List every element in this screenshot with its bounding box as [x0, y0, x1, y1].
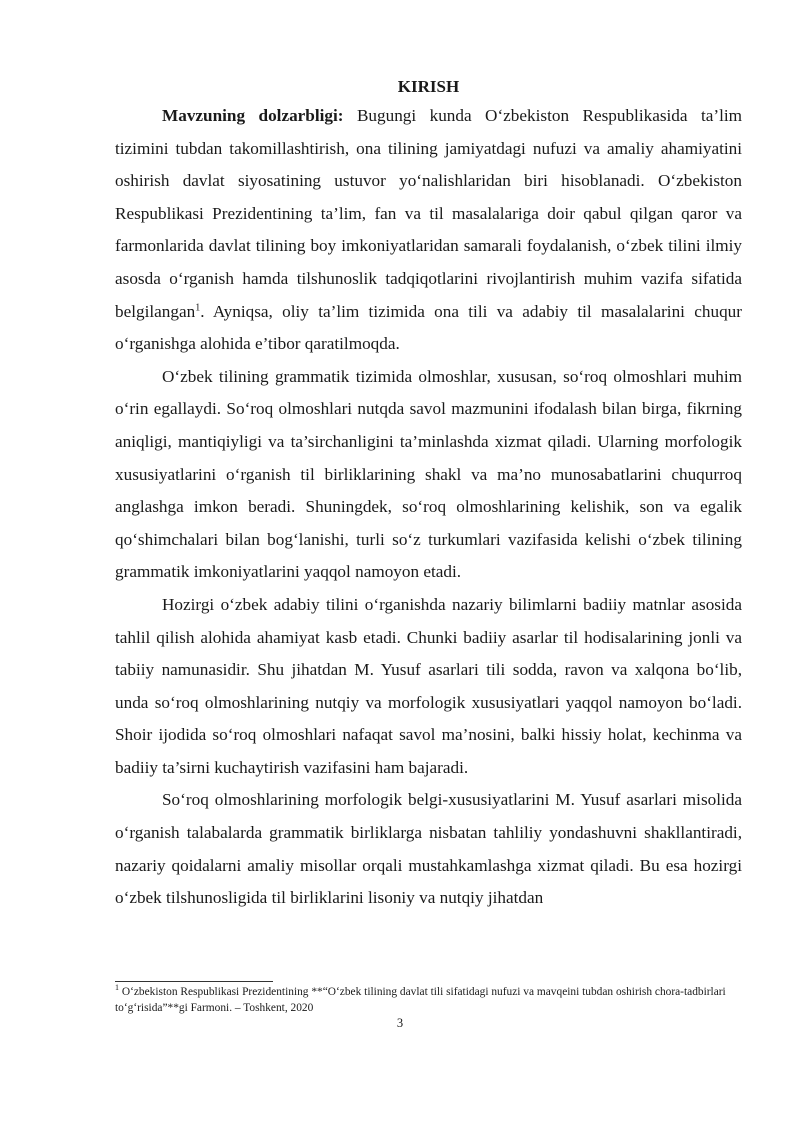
paragraph-relevance: [115, 100, 742, 361]
footnote: [115, 984, 742, 1016]
footnote-separator: [115, 981, 273, 982]
footnote-marker: 1: [115, 983, 119, 993]
footnote-text: O‘zbekiston Respublikasi Prezidentining **“O‘zbek tilining davlat tili sifatidagi nufuzi va mavqeini tubdan oshirish chora-tadbirlari to‘g‘risida”**gi Farmoni. – Toshkent, 2020: [115, 986, 726, 1014]
paragraph-lead: Mavzuning dolzarbligi:: [162, 106, 344, 125]
paragraph-text: Bugungi kunda O‘zbekiston Respublikasida ta’lim tizimini tubdan takomillashtirish, ona tilining jamiyatdagi nufuzi va amaliy ahamiyatini oshirish davlat siyosatining ustuvor yo‘nalishlaridan biri hisoblanadi. O‘zbekiston Respublikasi Prezidentining ta’lim, fan va til masalalariga doir qabul qilgan qaror va farmonlarida davlat tilining boy imkoniyatlaridan samarali foydalanish, o‘zbek tilini ilmiy asosda o‘rganish hamda tilshunoslik tadqiqotlarini rivojlantirish muhim vazifa sifatida belgilangan: [115, 106, 742, 321]
document-body: [115, 68, 742, 915]
paragraph-literary: Hozirgi o‘zbek adabiy tilini o‘rganishda nazariy bilimlarni badiiy matnlar asosida tahlil qilish alohida ahamiyat kasb etadi. Chunki badiiy asarlar til hodisalarining jonli va tabiiy namunasidir. Shu jihatdan M. Yusuf asarlari tili sodda, ravon va xalqona bo‘lib, unda so‘roq olmoshlarining nutqiy va morfologik xususiyatlari yaqqol namoyon bo‘ladi. Shoir ijodida so‘roq olmoshlari nafaqat savol ma’nosini, balki hissiy holat, kechinma va badiiy ta’sirni kuchaytirish vazifasini ham bajaradi.: [115, 594, 742, 777]
paragraph-grammar: O‘zbek tilining grammatik tizimida olmoshlar, xususan, so‘roq olmoshlari muhim o‘rin egallaydi. So‘roq olmoshlari nutqda savol mazmunini ifodalash bilan birga, fikrning aniqligi, mantiqiyligi va ta’sirchanligini ta’minlashda xizmat qiladi. Ularning morfologik xususiyatlarini o‘rganish til birliklarining shakl va ma’no munosabatlarini chuqurroq anglashga imkon beradi. Shuningdek, so‘roq olmoshlarining kelishik, son va egalik qo‘shimchalari bilan bog‘lanishi, turli so‘z turkumlari vazifasida kelishi o‘zbek tilining grammatik imkoniyatlarini yaqqol namoyon etadi.: [115, 366, 742, 582]
section-heading: KIRISH: [397, 77, 460, 96]
paragraph-text-after: . Ayniqsa, oliy ta’lim tizimida ona tili va adabiy til masalalarini chuqur o‘rganishga alohida e’tibor qaratilmoqda.: [115, 301, 742, 354]
footnote-reference[interactable]: 1: [195, 301, 201, 313]
page-number: 3: [396, 1016, 404, 1030]
paragraph-morphology: So‘roq olmoshlarining morfologik belgi-xususiyatlarini M. Yusuf asarlari misolida o‘rganish talabalarda grammatik birliklarga nisbatan tahliliy yondashuvni shakllantiradi, nazariy qoidalarni amaliy misollar orqali mustahkamlashga xizmat qiladi. Bu esa hozirgi o‘zbek tilshunosligida til birliklarini lisoniy va nutqiy jihatdan: [115, 790, 742, 908]
